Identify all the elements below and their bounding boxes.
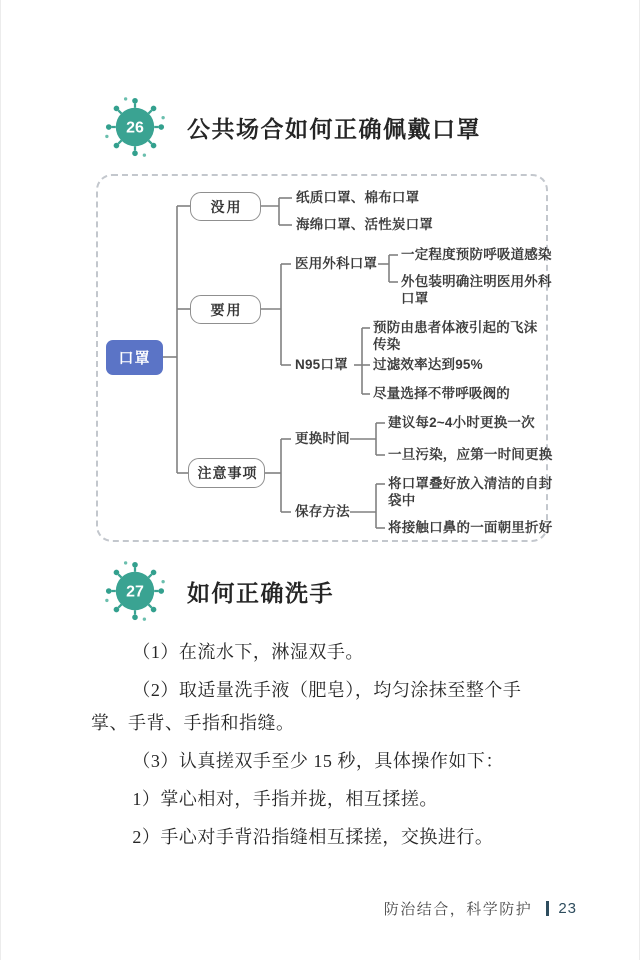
- leaf-fold-into-bag: 将口罩叠好放入清洁的自封袋中: [388, 476, 553, 508]
- virus-icon: [105, 97, 165, 157]
- section-27-number: 27: [126, 583, 144, 601]
- node-surgical-mask: 医用外科口罩: [295, 256, 378, 271]
- branch-use: 要用: [190, 295, 261, 324]
- section-27-title: 如何正确洗手: [187, 579, 334, 606]
- virus-icon: [105, 561, 165, 621]
- footer-divider: [546, 901, 549, 916]
- page-footer: [384, 898, 577, 919]
- node-storage-method: 保存方法: [295, 504, 350, 519]
- leaf-no-valve: 尽量选择不带呼吸阀的: [373, 386, 510, 401]
- page-number: 23: [558, 900, 577, 917]
- handwash-step: 2）手心对手背沿指缝相互揉搓，交换进行。: [132, 827, 494, 847]
- mask-mindmap: [96, 174, 553, 542]
- leaf-filter-95: 过滤效率达到95%: [373, 357, 483, 372]
- branch-precautions: 注意事项: [188, 458, 265, 488]
- mindmap-root-node: 口罩: [106, 340, 163, 375]
- section-26-number: 26: [126, 119, 144, 137]
- section-26-header: [105, 97, 481, 157]
- leaf-sponge-carbon-masks: 海绵口罩、活性炭口罩: [296, 217, 433, 232]
- section-26-title: 公共场合如何正确佩戴口罩: [187, 115, 481, 142]
- handwash-step: （3）认真搓双手至少 15 秒，具体操作如下：: [132, 751, 504, 771]
- node-n95-mask: N95口罩: [295, 357, 348, 372]
- leaf-labelled-surgical: 外包装明确注明医用外科口罩: [401, 274, 552, 306]
- node-replace-time: 更换时间: [295, 431, 350, 446]
- handwash-instructions: [91, 636, 553, 859]
- section-27-header: [105, 561, 334, 621]
- footer-slogan: 防治结合，科学防护: [383, 901, 533, 918]
- handwash-step: （2）取适量洗手液（肥皂），均匀涂抹至整个手掌、手背、手指和指缝。: [91, 680, 522, 733]
- leaf-prevent-droplet: 预防由患者体液引起的飞沫传染: [373, 320, 538, 352]
- handwash-step: 1）掌心相对，手指并拢，相互揉搓。: [132, 789, 438, 809]
- leaf-paper-cotton-masks: 纸质口罩、棉布口罩: [296, 190, 420, 205]
- handwash-step: （1）在流水下，淋湿双手。: [132, 642, 364, 662]
- leaf-replace-when-dirty: 一旦污染，应第一时间更换: [388, 447, 553, 462]
- branch-useless: 没用: [190, 192, 261, 221]
- leaf-prevent-respiratory-infection: 一定程度预防呼吸道感染: [401, 247, 552, 262]
- leaf-replace-2-4h: 建议每2~4小时更换一次: [388, 415, 535, 430]
- leaf-fold-inward: 将接触口鼻的一面朝里折好: [388, 520, 553, 535]
